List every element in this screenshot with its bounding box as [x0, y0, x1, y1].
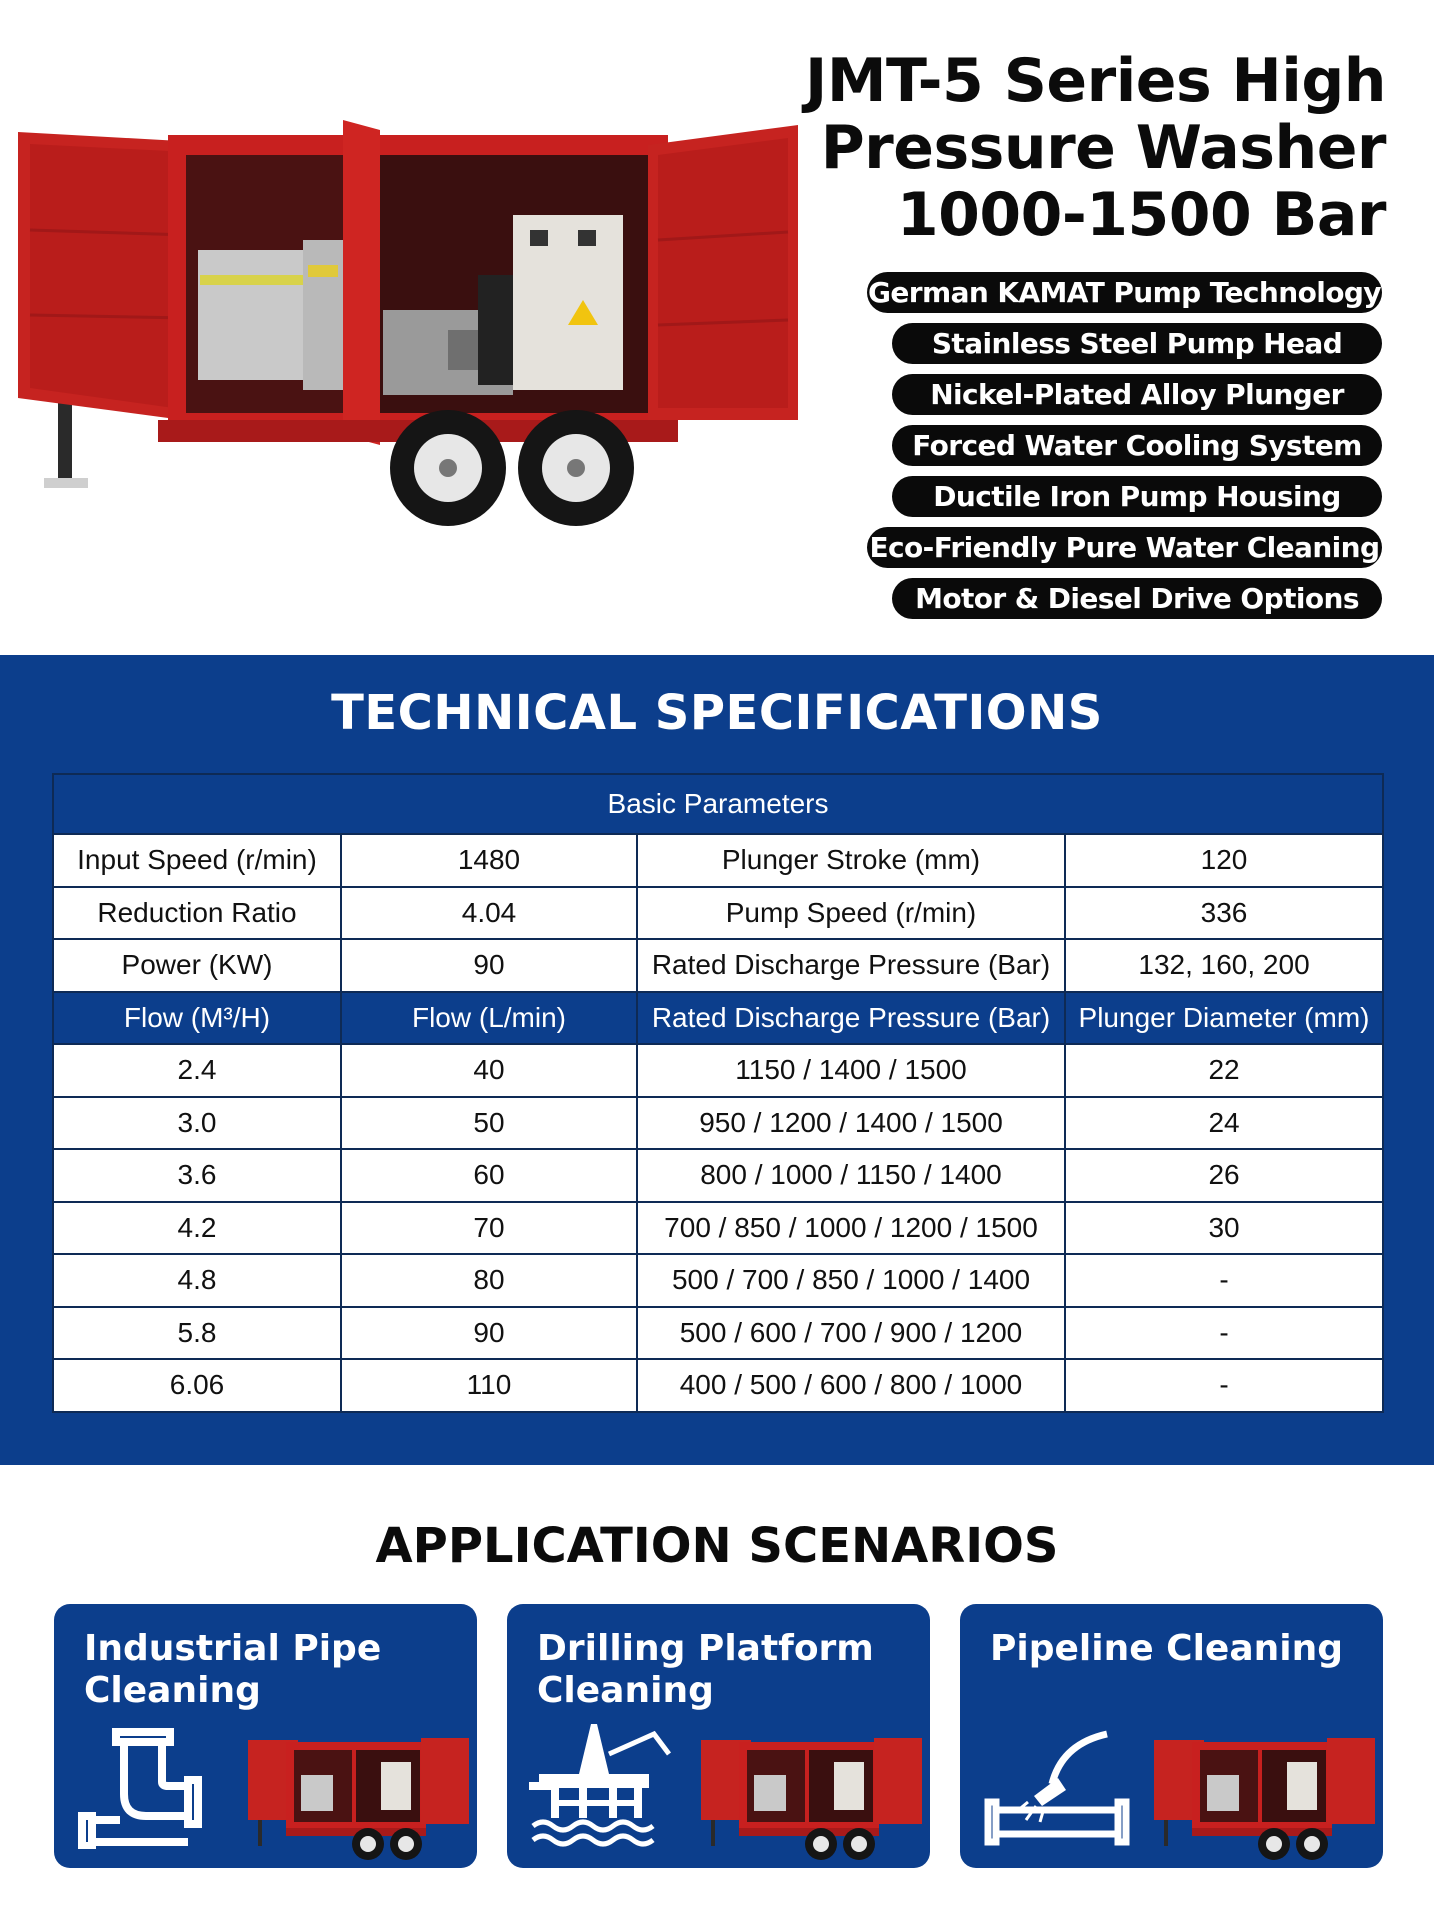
product-title-line: JMT-5 Series High	[805, 46, 1386, 116]
table-cell: 26	[1065, 1149, 1383, 1202]
table-row	[53, 1097, 1383, 1150]
basic-parameter-row	[53, 834, 1383, 887]
param-value: 120	[1065, 834, 1383, 887]
feature-badge: Forced Water Cooling System	[892, 425, 1382, 466]
oil-rig-icon	[529, 1724, 679, 1849]
application-card-pipeline-cleaning	[960, 1604, 1383, 1868]
table-cell: 3.0	[53, 1097, 341, 1150]
basic-parameters-caption-row	[53, 774, 1383, 834]
feature-badge: Motor & Diesel Drive Options	[892, 578, 1382, 619]
application-card-title-line: Pipeline Cleaning	[990, 1628, 1344, 1669]
param-label: Rated Discharge Pressure (Bar)	[637, 939, 1065, 992]
feature-list	[867, 272, 1387, 629]
table-cell: 950 / 1200 / 1400 / 1500	[637, 1097, 1065, 1150]
table-cell: 40	[341, 1044, 637, 1097]
table-cell: 6.06	[53, 1359, 341, 1412]
param-value: 1480	[341, 834, 637, 887]
hero-section	[0, 0, 1434, 655]
table-cell: 400 / 500 / 600 / 800 / 1000	[637, 1359, 1065, 1412]
technical-specifications-section	[0, 655, 1434, 1465]
application-card-title	[990, 1628, 1360, 1670]
application-card-title-line: Cleaning	[537, 1670, 714, 1711]
product-title	[746, 48, 1386, 249]
table-cell: 500 / 700 / 850 / 1000 / 1400	[637, 1254, 1065, 1307]
flow-table-header-row	[53, 992, 1383, 1045]
param-label: Reduction Ratio	[53, 887, 341, 940]
application-cards	[54, 1604, 1384, 1868]
product-title-line: Pressure Washer	[820, 113, 1386, 183]
application-card-title-line: Cleaning	[84, 1670, 261, 1711]
column-header: Flow (L/min)	[341, 992, 637, 1045]
application-card-drilling-platform	[507, 1604, 930, 1868]
table-cell: 24	[1065, 1097, 1383, 1150]
param-label: Input Speed (r/min)	[53, 834, 341, 887]
table-cell: -	[1065, 1307, 1383, 1360]
table-cell: 30	[1065, 1202, 1383, 1255]
application-card-title	[84, 1628, 454, 1712]
trailer-thumbnail	[699, 1730, 925, 1862]
param-label: Pump Speed (r/min)	[637, 887, 1065, 940]
param-value: 132, 160, 200	[1065, 939, 1383, 992]
table-cell: 800 / 1000 / 1150 / 1400	[637, 1149, 1065, 1202]
feature-badge: Nickel-Plated Alloy Plunger	[892, 374, 1382, 415]
table-cell: 110	[341, 1359, 637, 1412]
table-cell: 1150 / 1400 / 1500	[637, 1044, 1065, 1097]
param-value: 4.04	[341, 887, 637, 940]
param-label: Power (KW)	[53, 939, 341, 992]
specs-heading: TECHNICAL SPECIFICATIONS	[331, 685, 1103, 741]
feature-badge: Eco-Friendly Pure Water Cleaning	[867, 527, 1382, 568]
column-header: Flow (M³/H)	[53, 992, 341, 1045]
basic-parameters-caption: Basic Parameters	[53, 774, 1383, 834]
param-label: Plunger Stroke (mm)	[637, 834, 1065, 887]
column-header: Plunger Diameter (mm)	[1065, 992, 1383, 1045]
application-card-title	[537, 1628, 907, 1712]
feature-badge: Stainless Steel Pump Head	[892, 323, 1382, 364]
table-cell: 5.8	[53, 1307, 341, 1360]
table-row	[53, 1254, 1383, 1307]
feature-badge: German KAMAT Pump Technology	[867, 272, 1382, 313]
table-cell: 4.8	[53, 1254, 341, 1307]
table-cell: 22	[1065, 1044, 1383, 1097]
table-cell: 90	[341, 1307, 637, 1360]
product-title-line: 1000-1500 Bar	[896, 180, 1386, 250]
application-card-title-line: Industrial Pipe	[84, 1628, 382, 1669]
table-cell: 80	[341, 1254, 637, 1307]
table-cell: 4.2	[53, 1202, 341, 1255]
applications-heading: APPLICATION SCENARIOS	[375, 1518, 1059, 1574]
table-cell: 50	[341, 1097, 637, 1150]
pipe-elbow-icon	[76, 1724, 226, 1849]
specs-table	[52, 773, 1384, 1413]
table-cell: -	[1065, 1254, 1383, 1307]
table-row	[53, 1149, 1383, 1202]
table-row	[53, 1307, 1383, 1360]
table-row	[53, 1202, 1383, 1255]
table-cell: 70	[341, 1202, 637, 1255]
trailer-thumbnail	[246, 1730, 472, 1862]
table-cell: 60	[341, 1149, 637, 1202]
table-cell: 2.4	[53, 1044, 341, 1097]
table-row	[53, 1359, 1383, 1412]
column-header: Rated Discharge Pressure (Bar)	[637, 992, 1065, 1045]
basic-parameter-row	[53, 939, 1383, 992]
trailer-washer-photo	[8, 100, 798, 570]
table-cell: 500 / 600 / 700 / 900 / 1200	[637, 1307, 1065, 1360]
table-cell: 3.6	[53, 1149, 341, 1202]
table-row	[53, 1044, 1383, 1097]
spray-nozzle-icon	[982, 1724, 1132, 1849]
param-value: 336	[1065, 887, 1383, 940]
trailer-thumbnail	[1152, 1730, 1378, 1862]
basic-parameter-row	[53, 887, 1383, 940]
application-card-industrial-pipe	[54, 1604, 477, 1868]
table-cell: 700 / 850 / 1000 / 1200 / 1500	[637, 1202, 1065, 1255]
table-cell: -	[1065, 1359, 1383, 1412]
application-card-title-line: Drilling Platform	[537, 1628, 874, 1669]
feature-badge: Ductile Iron Pump Housing	[892, 476, 1382, 517]
param-value: 90	[341, 939, 637, 992]
